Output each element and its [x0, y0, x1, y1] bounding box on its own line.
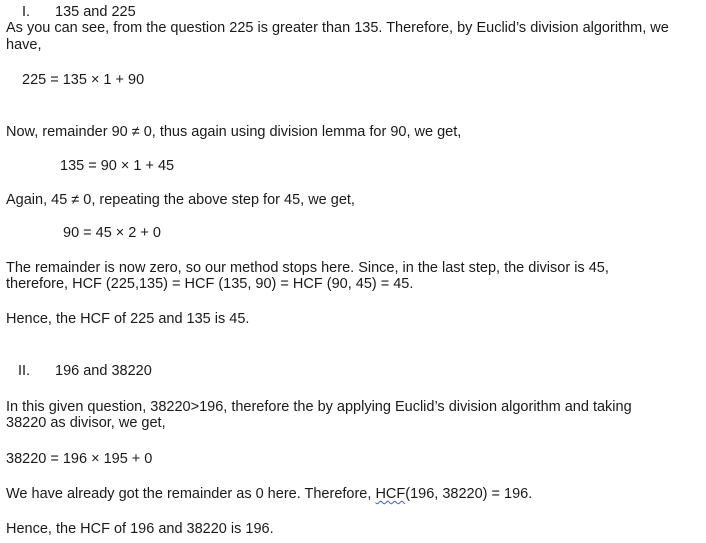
section-2-numeral: II.	[18, 363, 31, 379]
section-2-conclusion	[6, 486, 532, 503]
section-2-equation-1: 38220 = 196 × 195 + 0	[6, 451, 153, 467]
section-2-intro-line-2: 38220 as divisor, we get,	[6, 415, 166, 431]
section-1-numeral: I.	[22, 4, 31, 20]
section-1-intro-line-1: As you can see, from the question 225 is greater than 135. Therefore, by Euclid’s division algorithm, we	[6, 20, 669, 36]
section-1-equation-2: 135 = 90 × 1 + 45	[60, 158, 175, 174]
section-2-conclusion-pre: We have already got the remainder as 0 here. Therefore,	[6, 486, 376, 502]
section-1-equation-3: 90 = 45 × 2 + 0	[63, 225, 161, 241]
section-2-heading: 196 and 38220	[55, 363, 152, 379]
section-1-intro-line-2: have,	[6, 37, 42, 53]
section-1-equation-1: 225 = 135 × 1 + 90	[22, 72, 145, 88]
section-1-step-3: Again, 45 ≠ 0, repeating the above step for 45, we get,	[6, 192, 355, 208]
section-1-conclusion-line-1: The remainder is now zero, so our method stops here. Since, in the last step, the divisor is 45,	[6, 260, 609, 276]
section-1-conclusion-line-2: therefore, HCF (225,135) = HCF (135, 90) = HCF (90, 45) = 45.	[6, 276, 414, 292]
section-1-heading: 135 and 225	[55, 4, 136, 20]
section-2-result: Hence, the HCF of 196 and 38220 is 196.	[6, 521, 274, 537]
section-1-result: Hence, the HCF of 225 and 135 is 45.	[6, 311, 250, 327]
section-1-step-2: Now, remainder 90 ≠ 0, thus again using division lemma for 90, we get,	[6, 124, 462, 140]
spellcheck-underlined-word: HCF	[375, 486, 406, 502]
section-2-conclusion-post: (196, 38220) = 196.	[405, 486, 533, 502]
section-2-intro-line-1: In this given question, 38220>196, therefore the by applying Euclid’s division algorithm and taking	[6, 399, 632, 415]
